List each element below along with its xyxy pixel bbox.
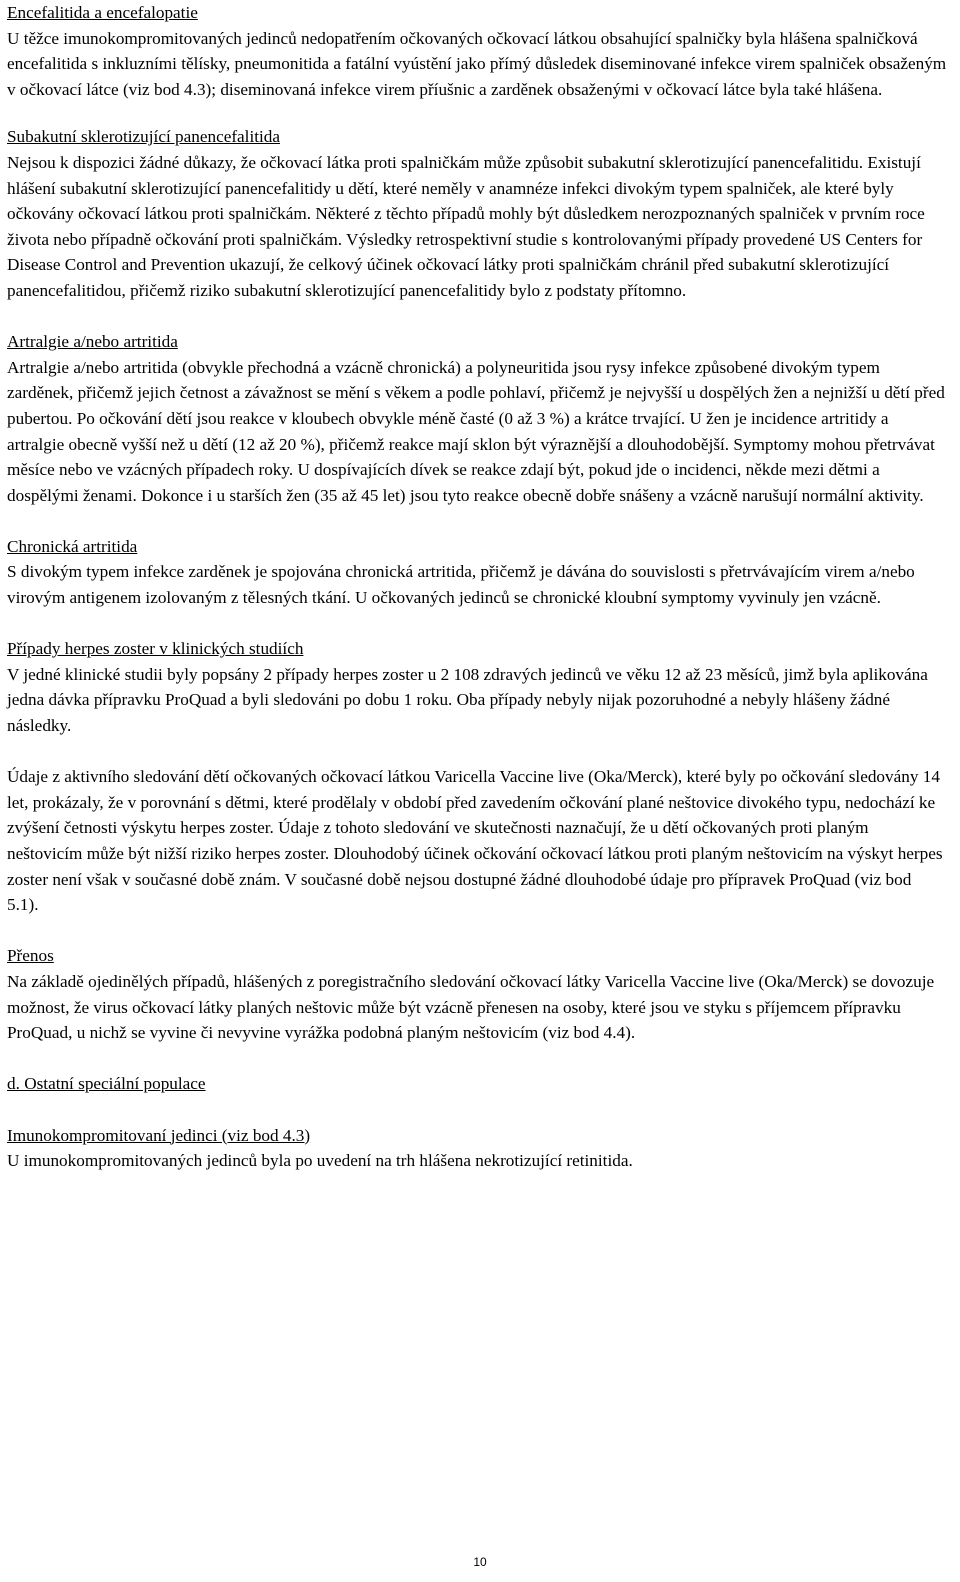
section-heading: Přenos: [7, 946, 54, 966]
section-heading: Encefalitida a encefalopatie: [7, 3, 198, 22]
document-page: [7, 0, 947, 1174]
section-paragraph: Nejsou k dispozici žádné důkazy, že očkovací látka proti spalničkám může způsobit subakutní sklerotizující panencefalitidu. Existují hlášení subakutní sklerotizující panencefalitidy u dětí, které neměly v anamnéze infekci divokým typem spalniček, ale které byly očkovány očkovací látkou proti spalničkám. Některé z těchto případů mohly být důsledkem nerozpoznaných spalniček v prvním roce života nebo případně očkování proti spalničkám. Výsledky retrospektivní studie s kontrolovanými případy provedené US Centers for Disease Control and Prevention ukazují, že celkový účinek očkovací látky proti spalničkám chránil před subakutní sklerotizující panencefalitidou, přičemž riziko subakutní sklerotizující panencefalitidy bylo z podstaty přítomno.: [7, 152, 925, 300]
section-imuno: [7, 1123, 947, 1174]
section-paragraph: V jedné klinické studii byly popsány 2 případy herpes zoster u 2 108 zdravých jedinců ve věku 12 až 23 měsíců, jimž byla aplikována jedna dávka přípravku ProQuad a byli sledováni po dobu 1 roku. Oba případy nebyly nijak pozoruhodné a nebyly hlášeny žádné následky.: [7, 664, 928, 736]
spacer: [7, 508, 947, 534]
spacer: [7, 611, 947, 637]
page-number: 10: [473, 1555, 487, 1569]
section-paragraph: U těžce imunokompromitovaných jedinců nedopatřením očkovaných očkovací látkou obsahující spalničky byla hlášena spalničková encefalitida s inkluzními tělísky, pneumonitida a fatální vyústění jako přímý důsledek diseminované infekce virem spalniček obsaženým v očkovací látce (viz bod 4.3); diseminovaná infekce virem příušnic a zarděnek obsaženými v očkovací látce byla také hlášena.: [7, 28, 947, 99]
spacer: [7, 1046, 947, 1072]
spacer: [7, 1097, 947, 1123]
section-artralgie: [7, 329, 947, 508]
section-paragraph: Artralgie a/nebo artritida (obvykle přechodná a vzácně chronická) a polyneuritida jsou rysy infekce způsobené divokým typem zarděnek, přičemž jejich četnost a závažnost se mění s věkem a podle pohlaví, přičemž je nejvyšší u dospělých žen a nejnižší u dětí před pubertou. Po očkování dětí jsou reakce v kloubech obvykle méně časté (0 až 3 %) a krátce trvající. U žen je incidence artritidy a artralgie obecně vyšší než u dětí (12 až 20 %), přičemž reakce mají sklon být výraznější a dlouhodobější. Symptomy mohou přetrvávat měsíce nebo ve vzácných případech roky. U dospívajících dívek se reakce zdají být, pokud jde o incidenci, někde mezi dětmi a dospělými ženami. Dokonce i u starších žen (35 až 45 let) jsou tyto reakce obecně dobře snášeny a vzácně narušují normální aktivity.: [7, 357, 945, 505]
spacer: [7, 739, 947, 765]
section-heading: Subakutní sklerotizující panencefalitida: [7, 127, 281, 147]
section-paragraph: Údaje z aktivního sledování dětí očkovaných očkovací látkou Varicella Vaccine live (Oka/Merck), které byly po očkování sledovány 14 let, prokázaly, že v porovnání s dětmi, které prodělaly v období před zavedením očkování plané neštovice divokého typu, nedochází ke zvýšení četnosti výskytu herpes zoster. Údaje z tohoto sledování ve skutečnosti naznačují, že u dětí očkovaných proti planým neštovicím může být nižší riziko herpes zoster. Dlouhodobý účinek očkování očkovací látkou proti planým neštovicím na výskyt herpes zoster není však v současné době znám. V současné době nejsou dostupné žádné dlouhodobé údaje pro přípravek ProQuad (viz bod 5.1).: [7, 767, 943, 915]
section-heading: Imunokompromitovaní jedinci (viz bod 4.3): [7, 1125, 311, 1145]
section-paragraph: U imunokompromitovaných jedinců byla po uvedení na trh hlášena nekrotizující retinitida.: [7, 1151, 633, 1171]
section-heading: Případy herpes zoster v klinických studiích: [7, 639, 304, 659]
section-chronicka: [7, 534, 947, 611]
section-encefalitida: [7, 0, 947, 102]
section-ostatni: [7, 1071, 947, 1097]
section-heading: d. Ostatní speciální populace: [7, 1074, 206, 1094]
section-herpes-followup: [7, 764, 947, 918]
section-heading: Chronická artritida: [7, 536, 138, 556]
section-sspe: [7, 124, 947, 303]
spacer: [7, 102, 947, 124]
section-paragraph: S divokým typem infekce zarděnek je spojována chronická artritida, přičemž je dávána do souvislosti s přetrvávajícím virem a/nebo virovým antigenem izolovaným z tělesných tkání. U očkovaných jedinců se chronické kloubní symptomy vyvinuly jen vzácně.: [7, 562, 915, 608]
spacer: [7, 918, 947, 944]
section-prenos: [7, 943, 947, 1045]
section-herpes: [7, 636, 947, 738]
spacer: [7, 304, 947, 330]
section-heading: Artralgie a/nebo artritida: [7, 332, 178, 352]
section-paragraph: Na základě ojedinělých případů, hlášených z poregistračního sledování očkovací látky Varicella Vaccine live (Oka/Merck) se dovozuje možnost, že virus očkovací látky planých neštovic může být vzácně přenesen na osoby, které jsou ve styku s příjemcem přípravku ProQuad, u nichž se vyvine či nevyvine vyrážka podobná planým neštovicím (viz bod 4.4).: [7, 971, 935, 1043]
